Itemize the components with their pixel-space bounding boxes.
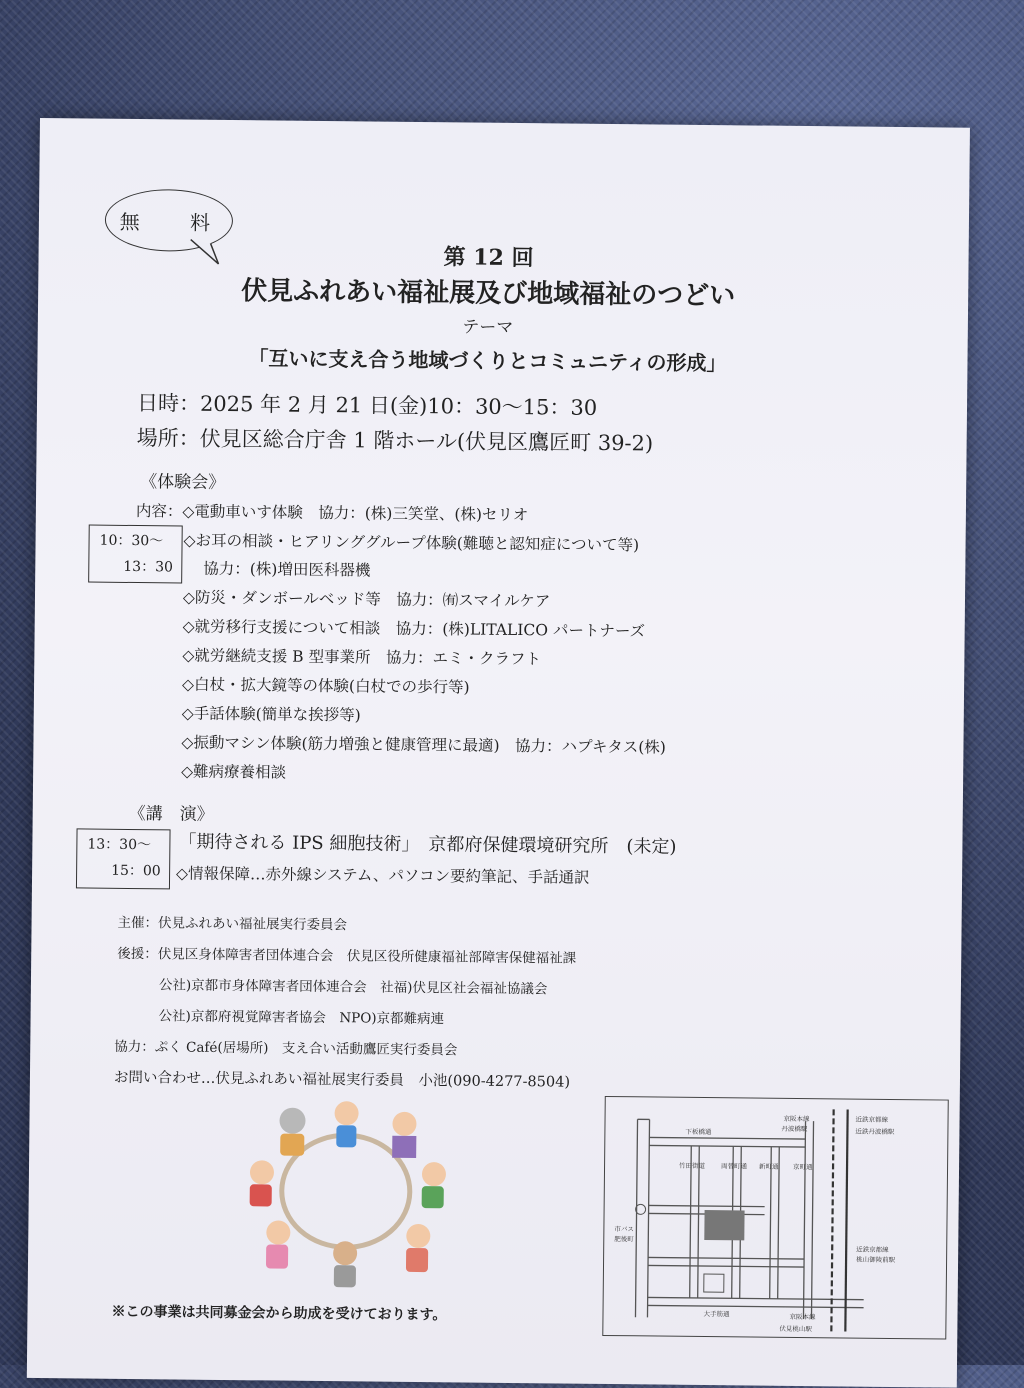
experience-time-end: 13：30 bbox=[123, 558, 174, 576]
lecture-time-box bbox=[76, 828, 171, 889]
map-label: 市バス bbox=[614, 1226, 634, 1234]
map-label: 両替町通 bbox=[721, 1163, 748, 1171]
event-round: 第 12 回 bbox=[443, 244, 534, 272]
lecture-time-start: 13：30～ bbox=[87, 836, 152, 854]
map-roads bbox=[603, 1097, 947, 1339]
experience-time-start: 10：30～ bbox=[99, 532, 164, 550]
organizer: 主催：伏見ふれあい福祉展実行委員会 bbox=[117, 914, 348, 934]
funding-note: ※この事業は共同募金会から助成を受けております。 bbox=[111, 1303, 447, 1324]
map-label: 新町通 bbox=[759, 1163, 779, 1171]
map-label: 近鉄京都線 bbox=[856, 1246, 889, 1254]
experience-item: ◇手話体験(簡単な挨拶等) bbox=[181, 704, 361, 725]
event-place: 場所：伏見区総合庁舎 1 階ホール(伏見区鷹匠町 39-2) bbox=[136, 426, 654, 456]
people-circle-illustration bbox=[233, 1092, 465, 1294]
map-label: 大手筋通 bbox=[703, 1311, 730, 1319]
event-datetime: 日時：2025 年 2 月 21 日(金)10：30～15：30 bbox=[136, 391, 598, 420]
map-label: 竹田街道 bbox=[679, 1162, 706, 1171]
person-icon bbox=[406, 1224, 431, 1272]
support-line: 公社)京都府視覚障害者協会 NPO)京都難病連 bbox=[158, 1008, 445, 1028]
map-label: 近鉄京都線 bbox=[855, 1116, 889, 1124]
map-label: 京阪本線 bbox=[789, 1313, 816, 1322]
experience-item: ◇難病療養相談 bbox=[181, 762, 287, 782]
lecture-heading: 《講 演》 bbox=[128, 803, 214, 825]
experience-item: 内容：◇電動車いす体験 協力：(株)三笑堂、(株)セリオ bbox=[135, 502, 529, 525]
experience-item: ◇白杖・拡大鏡等の体験(白杖での歩行等) bbox=[181, 675, 470, 697]
free-label: 無 料 bbox=[119, 209, 233, 235]
experience-heading: 《体験会》 bbox=[140, 472, 226, 493]
lecture-note: ◇情報保障…赤外線システム、パソコン要約筆記、手話通訳 bbox=[176, 864, 590, 887]
person-icon bbox=[334, 1101, 358, 1147]
map-label: 京町通 bbox=[793, 1163, 813, 1172]
person-icon bbox=[333, 1241, 357, 1287]
contact: お問い合わせ…伏見ふれあい福祉展実行委員 小池(090-4277-8504) bbox=[113, 1069, 571, 1091]
support-line: 後援：伏見区身体障害者団体連合会 伏見区役所健康福祉部障害保健福祉課 bbox=[117, 945, 577, 967]
map-label: 近鉄丹波橋駅 bbox=[855, 1128, 895, 1137]
experience-item: ◇振動マシン体験(筋力増強と健康管理に最適) 協力：ハプキタス(株) bbox=[181, 733, 666, 757]
access-map bbox=[602, 1096, 948, 1340]
experience-time-box bbox=[88, 525, 183, 584]
map-label: 桃山御陵前駅 bbox=[856, 1256, 896, 1265]
support-line: 公社)京都市身体障害者団体連合会 社福)伏見区社会福祉協議会 bbox=[158, 977, 548, 998]
lecture-title: 「期待される IPS 細胞技術」 京都府保健環境研究所 (未定) bbox=[178, 831, 677, 858]
person-icon bbox=[250, 1160, 274, 1206]
cooperation: 協力：ぷく Café(居場所) 支え合い活動鷹匠実行委員会 bbox=[114, 1038, 458, 1059]
map-label: 肥後町 bbox=[614, 1236, 634, 1244]
map-label: 丹波橋駅 bbox=[781, 1125, 808, 1134]
experience-item: ◇防災・ダンボールベッド等 協力：㈲スマイルケア bbox=[182, 588, 551, 611]
map-label: 伏見桃山駅 bbox=[779, 1325, 812, 1334]
flyer-paper bbox=[27, 118, 970, 1388]
person-icon bbox=[266, 1220, 291, 1268]
theme-label: テーマ bbox=[462, 317, 514, 338]
experience-item: ◇就労継続支援 B 型事業所 協力：エミ・クラフト bbox=[182, 646, 542, 669]
theme-text: 「互いに支え合う地域づくりとコミュニティの形成」 bbox=[248, 346, 727, 376]
lecture-time-end: 15：00 bbox=[111, 862, 161, 880]
map-label: 京阪本線 bbox=[783, 1115, 810, 1124]
map-label: 下板橋通 bbox=[685, 1128, 712, 1137]
person-icon bbox=[392, 1112, 416, 1158]
experience-item: ◇お耳の相談・ヒアリンググループ体験(難聴と認知症について等) bbox=[183, 531, 640, 555]
person-icon bbox=[422, 1162, 446, 1208]
person-icon bbox=[279, 1108, 306, 1156]
event-title: 伏見ふれあい福祉展及び地域福祉のつどい bbox=[241, 276, 736, 312]
experience-item: 協力：(株)増田医科器機 bbox=[203, 559, 371, 580]
experience-item: ◇就労移行支援について相談 協力：(株)LITALICO パートナーズ bbox=[182, 617, 646, 641]
